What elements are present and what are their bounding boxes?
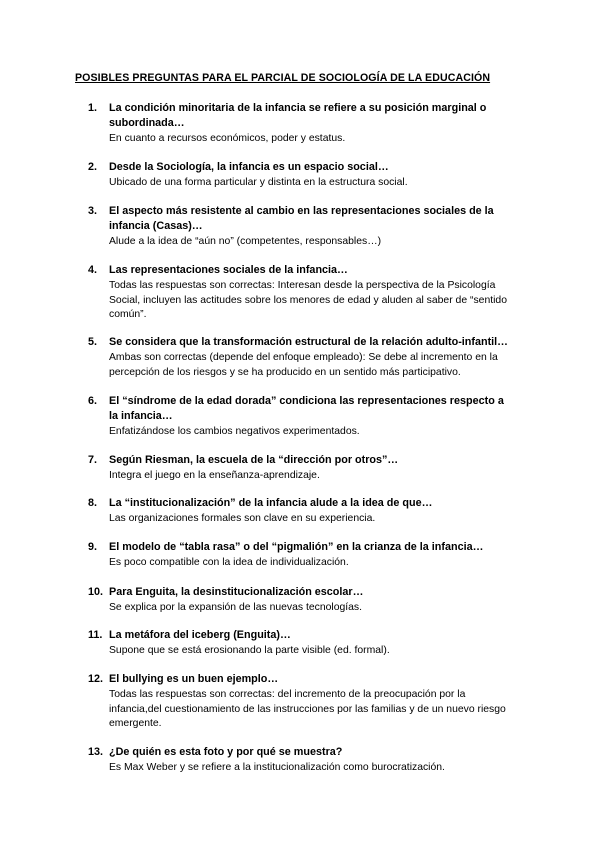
question-body (109, 540, 514, 571)
answer-text: Se explica por la expansión de las nuevas tecnologías. (109, 602, 363, 613)
answer-text: En cuanto a recursos económicos, poder y estatus. (109, 133, 346, 144)
question-text: La condición minoritaria de la infancia se refiere a su posición marginal o subordinada… (109, 102, 487, 129)
answer-text: Enfatizándose los cambios negativos experimentados. (109, 426, 360, 437)
document-title: POSIBLES PREGUNTAS PARA EL PARCIAL DE SOCIOLOGÍA DE LA EDUCACIÓN (75, 72, 491, 84)
question-body (109, 263, 514, 323)
question-body (109, 585, 514, 616)
question-body (109, 394, 514, 440)
question-number: 9. (88, 541, 98, 553)
question-number: 5. (88, 336, 98, 348)
question-text: ¿De quién es esta foto y por qué se muestra? (109, 746, 343, 758)
question-number: 3. (88, 205, 98, 217)
question-number: 13. (88, 746, 104, 758)
question-text: La “institucionalización” de la infancia alude a la idea de que… (109, 497, 433, 509)
question-body (109, 672, 514, 732)
answer-text: Ubicado de una forma particular y distinta en la estructura social. (109, 177, 408, 188)
answer-text: Las organizaciones formales son clave en su experiencia. (109, 513, 376, 524)
answer-text: Alude a la idea de “aún no” (competentes, responsables…) (109, 236, 382, 247)
question-body (109, 101, 514, 147)
question-body (109, 204, 514, 250)
question-text: Desde la Sociología, la infancia es un espacio social… (109, 161, 389, 173)
question-text: El aspecto más resistente al cambio en las representaciones sociales de la infancia (Casas)… (109, 205, 494, 232)
question-text: Según Riesman, la escuela de la “dirección por otros”… (109, 454, 399, 466)
answer-text: Todas las respuestas son correctas: Interesan desde la perspectiva de la Psicología Social, incluyen las actitudes sobre los menores de edad y aluden al saber de “sentido común”. (109, 280, 507, 321)
answer-text: Supone que se está erosionando la parte visible (ed. formal). (109, 645, 390, 656)
question-number: 2. (88, 161, 98, 173)
question-number: 1. (88, 102, 98, 114)
question-number: 8. (88, 497, 98, 509)
question-body (109, 453, 514, 484)
question-text: Se considera que la transformación estructural de la relación adulto-infantil… (109, 336, 508, 348)
answer-text: Es Max Weber y se refiere a la institucionalización como burocratización. (109, 762, 445, 773)
answer-text: Es poco compatible con la idea de individualización. (109, 557, 349, 568)
answer-text: Ambas son correctas (depende del enfoque empleado): Se debe al incremento en la percepción de los riesgos y se ha producido en un sentido más participativo. (109, 352, 498, 378)
question-body (109, 160, 514, 191)
question-body (109, 496, 514, 527)
question-text: El modelo de “tabla rasa” o del “pigmalión” en la crianza de la infancia… (109, 541, 484, 553)
question-text: Para Enguita, la desinstitucionalización escolar… (109, 586, 364, 598)
question-body (109, 628, 514, 659)
question-number: 11. (88, 629, 103, 641)
question-number: 7. (88, 454, 98, 466)
question-body (109, 335, 514, 380)
answer-text: Todas las respuestas son correctas: del incremento de la preocupación por la infancia,del cuestionamiento de las instrucciones por las familias y de un nuevo riesgo emergente. (109, 689, 506, 730)
question-text: Las representaciones sociales de la infancia… (109, 264, 348, 276)
question-number: 12. (88, 673, 104, 685)
question-text: La metáfora del iceberg (Enguita)… (109, 629, 291, 641)
question-number: 6. (88, 395, 98, 407)
question-text: El bullying es un buen ejemplo… (109, 673, 279, 685)
answer-text: Integra el juego en la enseñanza-aprendizaje. (109, 470, 320, 481)
question-number: 10. (88, 586, 104, 598)
question-number: 4. (88, 264, 98, 276)
question-text: El “síndrome de la edad dorada” condiciona las representaciones respecto a la infancia… (109, 395, 504, 422)
question-body (109, 745, 514, 776)
